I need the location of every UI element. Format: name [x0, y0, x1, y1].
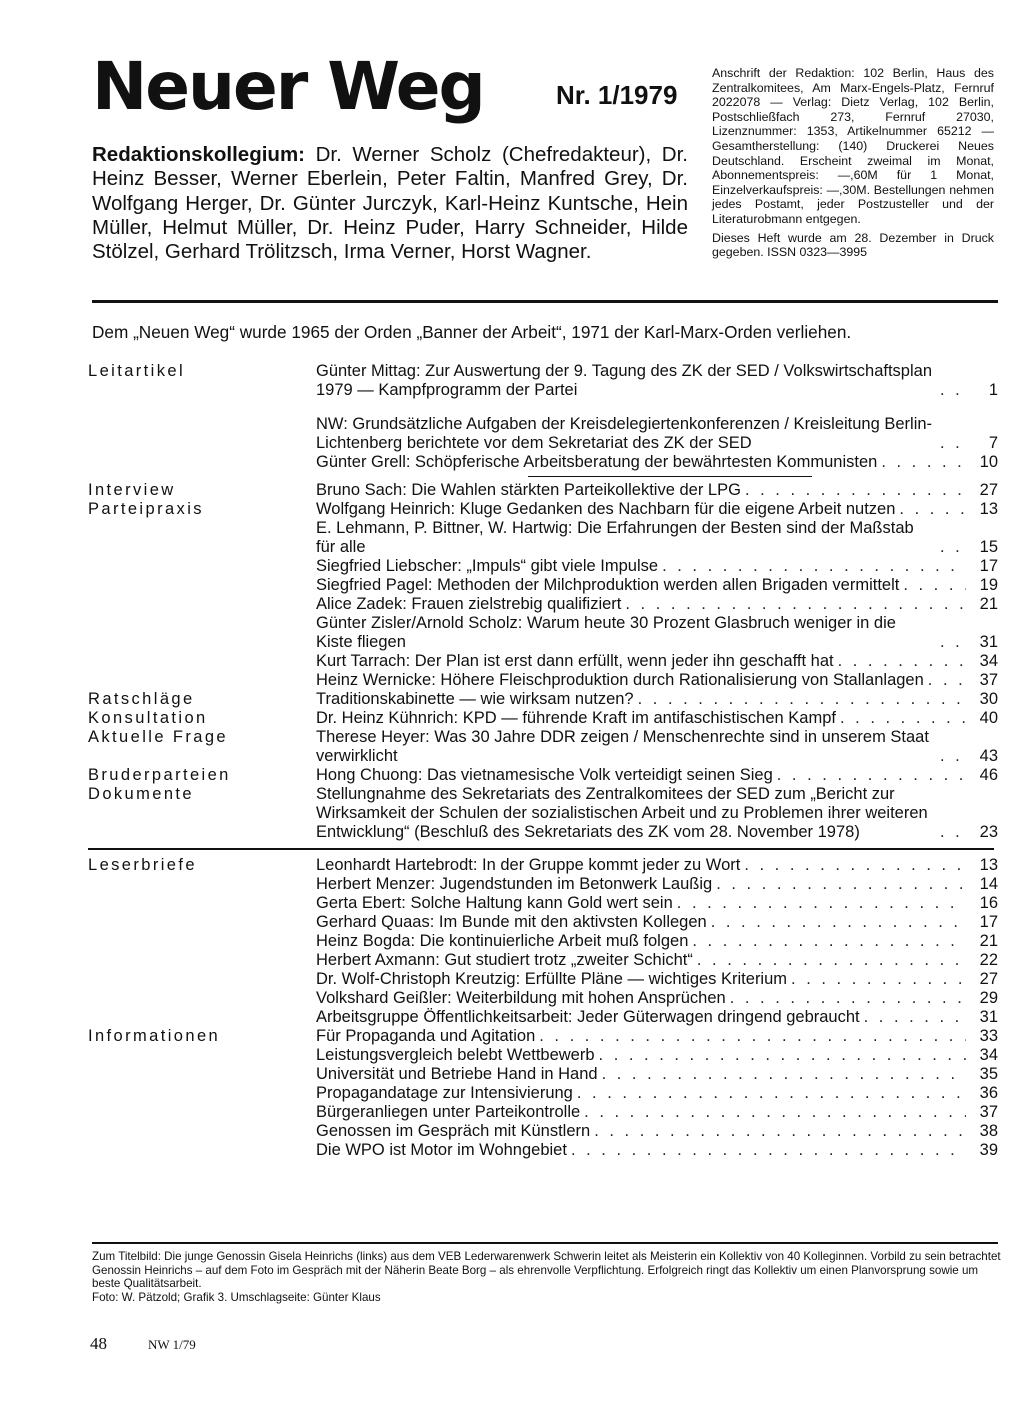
issue-number: Nr. 1/1979 [556, 80, 678, 110]
toc-entry-title: Günter Mittag: Zur Auswertung der 9. Tagung des ZK der SED / Volkswirtschaftsplan 1979 — Kampfprogramm der Partei [316, 362, 932, 399]
toc-entry-title: Herbert Axmann: Gut studiert trotz „zweiter Schicht“ [316, 951, 693, 969]
toc-leader-dots [594, 1122, 966, 1141]
toc-entry-title: Hong Chuong: Das vietnamesische Volk verteidigt seinen Sieg [316, 766, 773, 784]
toc-page-number: 27 [979, 481, 998, 499]
toc-row [88, 728, 998, 766]
toc-entry [316, 766, 972, 785]
toc-entry [316, 652, 972, 671]
toc-row [88, 1141, 998, 1160]
toc-leader-dots [577, 1084, 966, 1103]
toc-section-label: Dokumente [88, 785, 194, 803]
cover-caption-text: Zum Titelbild: Die junge Genossin Gisela Heinrichs (links) aus dem VEB Lederwarenwerk Schwerin leitet als Meisterin ein Kollektiv von 40 Kolleginnen. Vorbild zu sein betrachtet Genossin Heinrichs – auf dem Foto im Gespräch mit der Näherin Beate Borg – als ehrenvolle Verpflichtung. Erfolgreich ringt das Kollektiv um einen Planvorsprung sowie um beste Qualitätsarbeit. [92, 1250, 1001, 1291]
toc-page-number: 46 [979, 766, 998, 784]
toc-entry [316, 1122, 972, 1141]
toc-entry [316, 500, 972, 519]
toc-section-label: Bruderparteien [88, 766, 231, 784]
toc-row [88, 1046, 998, 1065]
toc-entry-title: Siegfried Pagel: Methoden der Milchproduktion werden allen Brigaden vermittelt [316, 576, 900, 594]
toc-leader-dots [928, 671, 966, 690]
toc-page-number: 43 [979, 747, 998, 765]
toc-entry [316, 970, 972, 989]
toc-leader-dots [940, 747, 966, 766]
toc-entry [316, 453, 972, 472]
toc-entry [316, 875, 972, 894]
toc-entry-title: Bürgeranliegen unter Parteikontrolle [316, 1103, 581, 1121]
toc-entry [316, 557, 972, 576]
toc-leader-dots [940, 434, 966, 453]
toc-leader-dots [625, 595, 966, 614]
toc-page-number: 29 [979, 989, 998, 1007]
toc-entry-title: Gerta Ebert: Solche Haltung kann Gold wert sein [316, 894, 673, 912]
toc-row [88, 989, 998, 1008]
toc-leader-dots [677, 894, 966, 913]
toc-entry [316, 671, 972, 690]
toc-row [88, 1027, 998, 1046]
toc-entry-title: Dr. Wolf-Christoph Kreutzig: Erfüllte Pläne — wichtiges Kriterium [316, 970, 788, 988]
toc-leader-dots [716, 875, 966, 894]
toc-section-label: Leitartikel [88, 362, 186, 380]
toc-page-number: 23 [979, 823, 998, 841]
toc-entry [316, 519, 972, 557]
toc-page-number: 15 [979, 538, 998, 556]
toc-row [88, 500, 998, 519]
toc-row [88, 709, 998, 728]
issue-reference: NW 1/79 [148, 1337, 196, 1352]
toc-entry [316, 785, 972, 842]
toc-section-label: Leserbriefe [88, 856, 197, 874]
toc-page-number: 31 [979, 633, 998, 651]
toc-row [88, 652, 998, 671]
toc-row [88, 519, 998, 557]
award-line: Dem „Neuen Weg“ wurde 1965 der Orden „Banner der Arbeit“, 1971 der Karl-Marx-Orden verliehen. [92, 322, 852, 342]
toc-entry-title: Alice Zadek: Frauen zielstrebig qualifiziert [316, 595, 622, 613]
page-number: 48 [90, 1334, 107, 1353]
masthead-title: Neuer Weg [92, 48, 484, 125]
toc-row [88, 951, 998, 970]
toc-leader-dots [745, 481, 966, 500]
toc-page-number: 17 [979, 557, 998, 575]
toc-entry [316, 481, 972, 500]
toc-leader-dots [840, 709, 966, 728]
toc-leader-dots [881, 453, 966, 472]
toc-entry-title: Propagandatage zur Intensivierung [316, 1084, 573, 1102]
toc-section-rule [88, 848, 994, 850]
toc-entry [316, 989, 972, 1008]
toc-row [88, 1008, 998, 1027]
editorial-board [92, 143, 688, 264]
toc-entry-title: NW: Grundsätzliche Aufgaben der Kreisdelegiertenkonferenzen / Kreisleitung Berlin-Lichtenberg berichtete vor dem Sekretariat des ZK der SED [316, 415, 933, 452]
toc-leader-dots [838, 652, 966, 671]
toc-entry [316, 595, 972, 614]
toc-entry-title: Bruno Sach: Die Wahlen stärkten Parteikollektive der LPG [316, 481, 741, 499]
toc-entry-title: Arbeitsgruppe Öffentlichkeitsarbeit: Jeder Güterwagen dringend gebraucht [316, 1008, 860, 1026]
toc-row [88, 362, 998, 400]
toc-leader-dots [940, 381, 966, 400]
toc-entry [316, 1103, 972, 1122]
toc-row [88, 415, 998, 453]
toc-entry [316, 1065, 972, 1084]
toc-page-number: 16 [979, 894, 998, 912]
toc-row [88, 1065, 998, 1084]
toc-entry [316, 1027, 972, 1046]
toc-section-label: Aktuelle Frage [88, 728, 228, 746]
toc-entry-title: Leonhardt Hartebrodt: In der Gruppe kommt jeder zu Wort [316, 856, 741, 874]
toc-page-number: 35 [979, 1065, 998, 1083]
toc-page-number: 36 [979, 1084, 998, 1102]
toc-leader-dots [899, 500, 966, 519]
toc-entry-title: Siegfried Liebscher: „Impuls“ gibt viele Impulse [316, 557, 659, 575]
toc-entry-title: Herbert Menzer: Jugendstunden im Betonwerk Laußig [316, 875, 713, 893]
toc-leader-dots [638, 690, 966, 709]
imprint-address: Anschrift der Redaktion: 102 Berlin, Haus des Zentralkomitees, Am Marx-Engels-Platz, Fernruf 2022078 — Verlag: Dietz Verlag, 102 Berlin, Postschließfach 273, Fernruf 27030, Lizenznummer: 1353, Artikelnummer 65212 — Gesamtherstellung: (140) Druckerei Neues Deutschland. Erscheint zweimal im Monat, Abonnementspreis: —,60M für 1 Monat, Einzelverkaufspreis: —,30M. Bestellungen nehmen jedes Postamt, jeder Postzusteller und der Literaturobmann entgegen. [712, 66, 994, 226]
toc-row [88, 894, 998, 913]
toc-row [88, 856, 998, 875]
toc-row [88, 453, 998, 472]
toc-page-number: 13 [979, 500, 998, 518]
toc-leader-dots [602, 1065, 966, 1084]
cover-caption [92, 1250, 1002, 1305]
toc-page-number: 33 [979, 1027, 998, 1045]
toc-entry [316, 1008, 972, 1027]
toc-leader-dots [692, 932, 966, 951]
toc-entry-title: Wolfgang Heinrich: Kluge Gedanken des Nachbarn für die eigene Arbeit nutzen [316, 500, 896, 518]
toc-entry-title: Dr. Heinz Kühnrich: KPD — führende Kraft im antifaschistischen Kampf [316, 709, 836, 727]
toc-leader-dots [940, 633, 966, 652]
toc-page-number: 19 [979, 576, 998, 594]
toc-entry-title: E. Lehmann, P. Bittner, W. Hartwig: Die Erfahrungen der Besten sind der Maßstab für alle [316, 519, 914, 556]
toc-entry-title: Heinz Bogda: Die kontinuierliche Arbeit muß folgen [316, 932, 689, 950]
toc-group-party [88, 415, 998, 472]
toc-row [88, 671, 998, 690]
toc-entry [316, 1046, 972, 1065]
toc-entry-title: Kurt Tarrach: Der Plan ist erst dann erfüllt, wenn jeder ihn geschafft hat [316, 652, 834, 670]
toc-row [88, 557, 998, 576]
toc-entry [316, 709, 972, 728]
toc-group-letters [88, 856, 998, 1160]
table-of-contents [88, 362, 998, 1160]
toc-entry-title: Für Propaganda und Agitation [316, 1027, 536, 1045]
toc-group-practice [88, 481, 998, 842]
toc-leader-dots [662, 557, 966, 576]
toc-entry-title: Therese Heyer: Was 30 Jahre DDR zeigen / Menschenrechte sind in unserem Staat verwirklicht [316, 728, 929, 765]
toc-leader-dots [730, 989, 966, 1008]
toc-row [88, 690, 998, 709]
toc-page-number: 37 [979, 671, 998, 689]
toc-leader-dots [711, 913, 966, 932]
toc-page-number: 13 [979, 856, 998, 874]
toc-leader-dots [940, 538, 966, 557]
imprint-print-date: Dieses Heft wurde am 28. Dezember in Druck gegeben. ISSN 0323—3995 [712, 230, 994, 260]
toc-row [88, 932, 998, 951]
toc-row [88, 614, 998, 652]
toc-page-number: 22 [979, 951, 998, 969]
caption-rule [92, 1242, 998, 1244]
toc-section-label: Parteipraxis [88, 500, 204, 518]
toc-page-number: 10 [979, 453, 998, 471]
toc-page-number: 39 [979, 1141, 998, 1159]
toc-entry [316, 614, 972, 652]
toc-section-label: Informationen [88, 1027, 221, 1045]
toc-page-number: 40 [979, 709, 998, 727]
toc-entry-title: Universität und Betriebe Hand in Hand [316, 1065, 598, 1083]
toc-entry [316, 913, 972, 932]
toc-leader-dots [791, 970, 966, 989]
toc-leader-dots [584, 1103, 966, 1122]
imprint [712, 66, 994, 264]
toc-entry [316, 728, 972, 766]
toc-page-number: 21 [979, 932, 998, 950]
toc-entry [316, 894, 972, 913]
toc-leader-dots [599, 1046, 966, 1065]
toc-section-label: Interview [88, 481, 176, 499]
toc-entry [316, 362, 972, 400]
toc-page-number: 34 [979, 652, 998, 670]
toc-page-number: 7 [988, 434, 998, 452]
toc-page-number: 31 [979, 1008, 998, 1026]
toc-row [88, 1084, 998, 1103]
toc-page-number: 17 [979, 913, 998, 931]
toc-entry [316, 1141, 972, 1160]
toc-entry-title: Genossen im Gespräch mit Künstlern [316, 1122, 591, 1140]
toc-row [88, 766, 998, 785]
toc-entry [316, 932, 972, 951]
toc-row [88, 875, 998, 894]
toc-leader-dots [697, 951, 966, 970]
toc-section-label: Ratschläge [88, 690, 195, 708]
toc-entry [316, 856, 972, 875]
toc-page-number: 27 [979, 970, 998, 988]
toc-leader-dots [744, 856, 966, 875]
photo-credit: Foto: W. Pätzold; Grafik 3. Umschlagseite: Günter Klaus [92, 1291, 381, 1305]
toc-group-lead [88, 362, 998, 400]
toc-entry-title: Günter Zisler/Arnold Scholz: Warum heute 30 Prozent Glasbruch weniger in die Kiste fliegen [316, 614, 896, 651]
toc-section-label: Konsultation [88, 709, 208, 727]
toc-page-number: 14 [979, 875, 998, 893]
toc-entry [316, 951, 972, 970]
toc-leader-dots [539, 1027, 966, 1046]
editorial-board-label: Redaktionskollegium: [92, 143, 306, 166]
header-rule [92, 300, 998, 303]
toc-row [88, 481, 998, 500]
toc-leader-dots [903, 576, 966, 595]
toc-page-number: 1 [988, 381, 998, 399]
toc-page-number: 34 [979, 1046, 998, 1064]
toc-entry [316, 415, 972, 453]
toc-row [88, 970, 998, 989]
toc-page-number: 38 [979, 1122, 998, 1140]
toc-page-number: 37 [979, 1103, 998, 1121]
toc-divider [528, 476, 812, 477]
toc-leader-dots [864, 1008, 966, 1027]
toc-row [88, 595, 998, 614]
toc-page-number: 30 [979, 690, 998, 708]
toc-leader-dots [777, 766, 966, 785]
toc-entry-title: Stellungnahme des Sekretariats des Zentralkomitees der SED zum „Bericht zur Wirksamkeit der Schulen der sozialistischen Arbeit und zu Problemen ihrer weiteren Entwicklung“ (Beschluß des Sekretariats des ZK vom 28. November 1978) [316, 785, 928, 841]
toc-row [88, 576, 998, 595]
toc-row [88, 1103, 998, 1122]
editorial-board-members: Dr. Werner Scholz (Chefredakteur), Dr. Heinz Besser, Werner Eberlein, Peter Faltin, Manfred Grey, Dr. Wolfgang Herger, Dr. Günter Jurczyk, Karl-Heinz Kuntsche, Hein Müller, Helmut Müller, Dr. Heinz Puder, Harry Schneider, Hilde Stölzel, Gerhard Trölitzsch, Irma Verner, Horst Wagner. [92, 143, 688, 264]
toc-page-number: 21 [979, 595, 998, 613]
toc-row [88, 913, 998, 932]
toc-entry-title: Volkshard Geißler: Weiterbildung mit hohen Ansprüchen [316, 989, 726, 1007]
toc-entry-title: Günter Grell: Schöpferische Arbeitsberatung der bewährtesten Kommunisten [316, 453, 878, 471]
toc-entry-title: Die WPO ist Motor im Wohngebiet [316, 1141, 567, 1159]
toc-entry [316, 576, 972, 595]
toc-leader-dots [940, 823, 966, 842]
toc-entry [316, 1084, 972, 1103]
toc-leader-dots [571, 1141, 966, 1160]
toc-entry-title: Leistungsvergleich belebt Wettbewerb [316, 1046, 595, 1064]
toc-entry [316, 690, 972, 709]
toc-entry-title: Gerhard Quaas: Im Bunde mit den aktivsten Kollegen [316, 913, 707, 931]
toc-entry-title: Heinz Wernicke: Höhere Fleischproduktion durch Rationalisierung von Stallanlagen [316, 671, 924, 689]
toc-entry-title: Traditionskabinette — wie wirksam nutzen? [316, 690, 634, 708]
toc-row [88, 785, 998, 842]
toc-row [88, 1122, 998, 1141]
